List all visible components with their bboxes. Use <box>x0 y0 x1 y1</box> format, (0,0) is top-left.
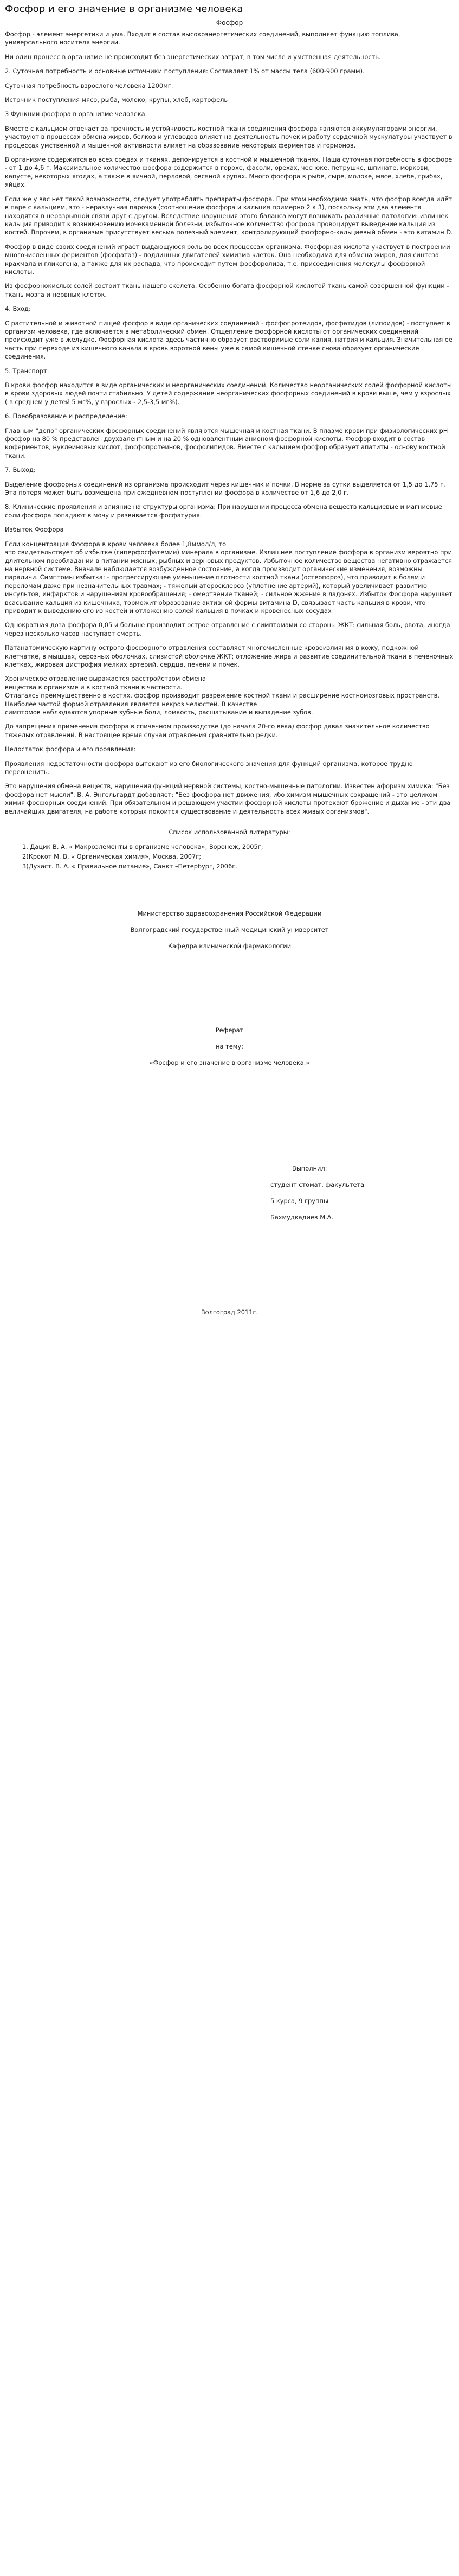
section-heading: Избыток Фосфора <box>5 526 64 534</box>
paragraph: Это нарушения обмена веществ, нарушения функций нервной системы, костно-мышечные патологии. Известен афоризм химика: "Без фосфора нет мысли". В. А. Энгельгардт добавляет: "Без фосфора нет движения, ибо химизм мышечных сокращений - это целиком химия фосфорных соединений. При обязательном и решающем участии фосфорной кислоты протекают брожение и дыхание - эти два величайших двигателя, на работе которых покоится существование и деятельность всех живых организмов". <box>5 782 451 815</box>
section-heading: 6. Преобразование и распределение: <box>5 412 127 420</box>
city-year: Волгоград 2011г. <box>201 1308 258 1316</box>
reference-item: 1. Дацик В. А. « Макроэлементы в организме человека», Воронеж, 2005г; <box>22 843 263 851</box>
paragraph: 8. Клинические проявления и влияние на структуры организма: При нарушении процесса обмена веществ кальциевые и магниевые соли фосфора попадают в мочу и развивается фосфатурия. <box>5 503 442 519</box>
paragraph: Выделение фосфорных соединений из организма происходит через кишечник и почки. В норме за сутки выделяется от 1,5 до 1,75 г. Эта потеря может быть возмещена при ежедневном поступлении фосфора в количестве от 1,6 до 2,0 г. <box>5 480 445 497</box>
paragraph: Главным "депо" органических фосфорных соединений являются мышечная и костная ткани. В плазме крови при физиологических pH фосфор на 80 % представлен двухвалентным и на 20 % одновалентным анионом фосфорной кислоты. Фосфор входит в состав коферментов, нуклеиновых кислот, фосфопротеинов, фосфолипидов. Вместе с кальцием фосфор образует апатиты - основу костной ткани. <box>5 426 448 459</box>
paragraph: Вместе с кальцием отвечает за прочность и устойчивость костной ткани соединения фосфора являются аккумуляторами энергии, участвуют в процессах обмена жиров, белков и углеводов влияет на деятельность почек и работу сердечной мускулатуры участвует в процессах умственной и мышечной активности влияет на образование некоторых ферментов и гормонов. <box>5 124 452 149</box>
references-title: Список использованной литературы: <box>169 828 290 836</box>
section-heading: 3 Функции фосфора в организме человека <box>5 110 145 118</box>
page-title: Фосфор и его значение в организме человека <box>5 3 243 15</box>
section-subtitle: Фосфор <box>216 19 243 27</box>
reference-item: 3)Духаст. В. А. « Правильное питание», Санкт –Петербург, 2006г. <box>22 862 237 871</box>
paragraph: Проявления недостаточности фосфора вытекают из его биологического значения для функций организма, которое трудно переоценить. <box>5 759 413 776</box>
student-faculty: студент стомат. факультета <box>270 1181 365 1189</box>
paragraph: До запрещения применения фосфора в спичечном производстве (до начала 20-го века) фосфор давал значительное количество тяжелых отравлений. В настоящее время случаи отравления сравнительно редки. <box>5 723 430 739</box>
section-heading: 5. Транспорт: <box>5 367 49 375</box>
paragraph: 2. Суточная потребность и основные источники поступления: Составляет 1% от массы тела (600-900 грамм). <box>5 67 365 75</box>
paragraph: Ни один процесс в организме не происходит без энергетических затрат, в том числе и умственная деятельность. <box>5 53 381 61</box>
university-name: Волгоградский государственный медицинский университет <box>130 926 329 934</box>
student-course: 5 курса, 9 группы <box>270 1197 328 1205</box>
section-heading: 7. Выход: <box>5 466 36 474</box>
document-type: Реферат <box>215 1026 244 1034</box>
paragraph: Из фосфорнокислых солей состоит ткань нашего скелета. Особенно богата фосфорной кислотой ткань самой совершенной функции - ткань мозга и нервных клеток. <box>5 282 449 298</box>
paragraph: Если же у вас нет такой возможности, следует употреблять препараты фосфора. При этом необходимо знать, что фосфор всегда идёт в паре с кальцием, это - неразлучная парочка (соотношение фосфора и кальция примерно 2 к 3), поскольку эти два элемента находятся в неразрывной связи друг с другом. Вследствие нарушения этого баланса могут возникать различные патологии: излишек кальция приводит к возникновению мочекаменной болезни, избыточное количество фосфора провоцирует выведение кальция из костей. Впрочем, в организме присутствует весьма полезный элемент, контролирующий фосфорно-кальциевый обмен - это витамин D. <box>5 195 453 236</box>
paragraph: Патанатомическую картину острого фосфорного отравления составляет многочисленные кровоизлияния в кожу, подкожной клетчатке, в мышцах, серозных оболочках, слизистой оболочке ЖКТ; отложение жира и развитие соединительной ткани в печеночных клетках, жировая дистрофия мелких артерий, сердца, печени и почек. <box>5 644 454 668</box>
topic-label: на тему: <box>216 1043 243 1051</box>
department-name: Кафедра клинической фармакологии <box>167 942 292 950</box>
paragraph: Суточная потребность взрослого человека 1200мг. <box>5 81 173 90</box>
author-block <box>270 1164 454 1222</box>
paragraph: Хроническое отравление выражается расстройством обмена вещества в организме и в костной ткани в частности. Отлагаясь преимущественно в костях, фосфор производит разрежение костной ткани и расширение костномозговых пространств. Наиболее частой формой отравления является некроз челюстей. В качестве симптомов наблюдаются упорные зубные боли, ломкость, расшатывание и выпадение зубов. <box>5 675 439 716</box>
student-name: Бахмудкадиев М.А. <box>270 1213 334 1222</box>
paragraph: В крови фосфор находится в виде органических и неорганических соединений. Количество неорганических солей фосфорной кислоты в крови здоровых людей почти стабильно. У детей содержание неорганических фосфорных соединений в крови выше, чем у взрослых ( в среднем у детей 5 мг%, у взрослых - 2,5-3,5 мг%). <box>5 381 452 406</box>
paragraph: Если концентрация Фосфора в крови человека более 1,8ммол/л, то это свидетельствует об избытке (гиперфосфатемии) минерала в организме. Излишнее поступление фосфора в организм вероятно при длительном преобладании в питании мясных, рыбных и зерновых продуктов. Избыточное количество вещества негативно отражается на нервной системе. Вначале наблюдается возбужденное состояние, а когда производит органические изменения, возможны параличи. Симптомы избытка: - прогрессирующее уменьшение плотности костной ткани (остеопороз), что приводит к болям и переломам даже при незначительных травмах; - тяжелый атеросклероз (уплотнение артерий), который увеличивает развитию инсультов, инфарктов и нарушениям кровообращения; - омертвение тканей; - сильное жжение в ладонях. Избыток Фосфора нарушает всасывание кальция из кишечника, торможит образование активной формы витамина D, связывает часть кальция в крови, что приводит к выведению его из костей и отложению солей кальция в почках и кровеносных сосудах <box>5 540 452 615</box>
references-list <box>5 842 454 871</box>
section-heading: 4. Вход: <box>5 305 31 313</box>
topic-title: «Фосфор и его значение в организме человека.» <box>149 1059 310 1067</box>
section-heading: Недостаток фосфора и его проявления: <box>5 745 136 753</box>
paragraph: Однократная доза фосфора 0,05 и больше производит острое отравление с симптомами со стороны ЖКТ: сильная боль, рвота, иногда через несколько часов наступает смерть. <box>5 621 450 637</box>
reference-item: 2)Крокот М. В. « Органическая химия», Москва, 2007г; <box>22 853 202 861</box>
ministry-name: Министерство здравоохранения Российской Федерации <box>137 910 322 918</box>
paragraph: В организме содержится во всех средах и тканях, депонируется в костной и мышечной тканях. Наша суточная потребность в фосфоре - от 1 до 4,6 г. Максимальное количество фосфора содержится в горохе, фасоли, орехах, чесноке, петрушке, шпинате, моркови, капусте, некоторых ягодах, а также в яичной, перловой, овсяной крупах. Много фосфора в рыбе, сыре, молоке, мясе, хлебе, грибах, яйцах. <box>5 156 452 189</box>
paragraph: Источник поступления мясо, рыба, молоко, крупы, хлеб, картофель <box>5 96 228 104</box>
paragraph: Фосфор - элемент энергетики и ума. Входит в состав высокоэнергетических соединений, выполняет функцию топлива, универсального носителя энергии. <box>5 30 400 47</box>
paragraph: С растительной и животной пищей фосфор в виде органических соединений - фосфопротеидов, фосфатидов (липоидов) - поступает в организм человека, где включается в метаболический обмен. Отщепление фосфорной кислоты от органических соединений происходит уже в желудке. Фосфорная кислота здесь частично образует растворимые соли калия, натрия и кальция. Значительная ее часть при переходе из кишечного канала в кровь воротной вены уже в самой кишечной стенке снова образует органические соединения. <box>5 319 452 361</box>
executed-label: Выполнил: <box>292 1165 327 1173</box>
paragraph: Фосфор в виде своих соединений играет выдающуюся роль во всех процессах организма. Фосфорная кислота участвует в построении многочисленных ферментов (фосфатаз) - подлинных двигателей химизма клеток. Она необходима для обмена жиров, для синтеза крахмала и гликогена, а также для их распада, что происходит путем фосфоролиза, т.е. присоединения молекулы фосфорной кислоты. <box>5 242 450 276</box>
